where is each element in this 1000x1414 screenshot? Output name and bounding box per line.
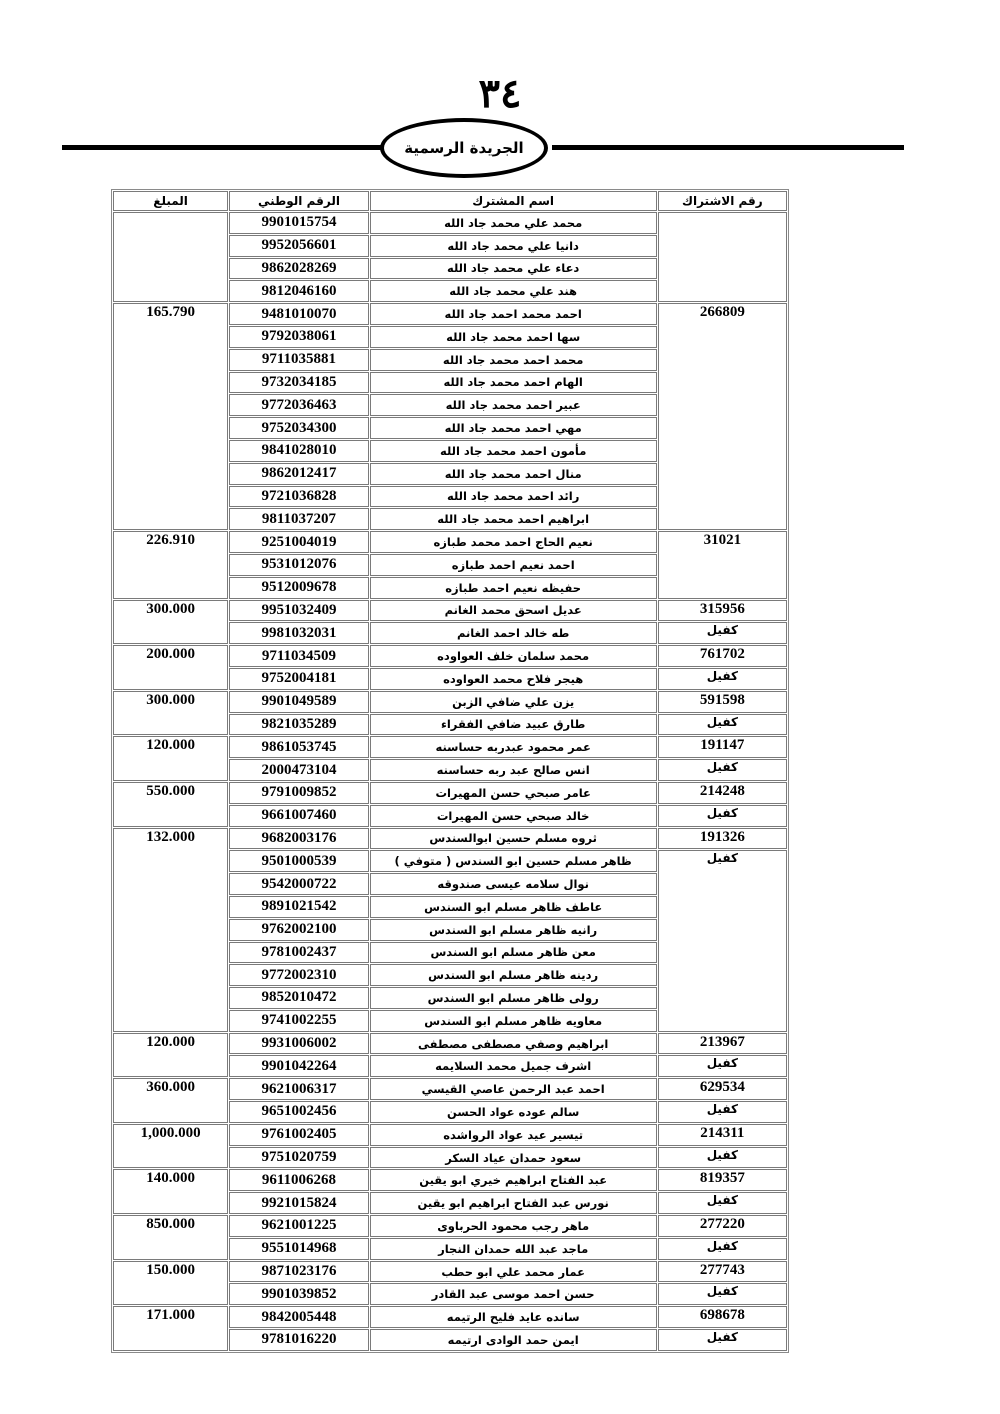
header-rule-left (62, 145, 384, 150)
subscriber-name-cell: عامر صبحي حسن المهيرات (370, 782, 657, 804)
subscriber-name-cell: مأمون احمد محمد جاد الله (370, 440, 657, 462)
subscriber-name-cell: سالم عوده عواد الحسن (370, 1101, 657, 1123)
national-id-cell: 9732034185 (229, 372, 368, 394)
table-row (113, 691, 787, 713)
national-id-cell: 9501000539 (229, 850, 368, 872)
national-id-cell: 9952056601 (229, 235, 368, 257)
table-row (113, 782, 787, 804)
national-id-cell: 9791009852 (229, 782, 368, 804)
subscription-number-cell: 698678 (658, 1306, 787, 1328)
national-id-cell: 9812046160 (229, 280, 368, 302)
subscriber-name-cell: عاطف ظاهر مسلم ابو السندس (370, 896, 657, 918)
gazette-title: الجريدة الرسمية (404, 139, 524, 157)
subscriber-name-cell: اشرف جميل محمد السلايمه (370, 1055, 657, 1077)
subscriber-name-cell: منال احمد محمد جاد الله (370, 463, 657, 485)
national-id-cell: 9891021542 (229, 896, 368, 918)
subscriber-name-cell: رائد احمد محمد جاد الله (370, 486, 657, 508)
header-rule-right (552, 145, 904, 150)
national-id-cell: 9811037207 (229, 508, 368, 530)
guarantor-label-cell: كفيل (658, 714, 787, 736)
table-row (113, 303, 787, 325)
subscriber-name-cell: ماهر رجب محمود الحرباوى (370, 1215, 657, 1237)
subscriber-name-cell: عمر محمود عبدربه حساسنه (370, 736, 657, 758)
table-row (113, 1033, 787, 1055)
subscriber-name-cell: نورس عبد الفتاح ابراهيم ابو يقين (370, 1192, 657, 1214)
national-id-cell: 9651002456 (229, 1101, 368, 1123)
amount-cell: 200.000 (113, 645, 228, 690)
national-id-cell: 9751020759 (229, 1147, 368, 1169)
national-id-cell: 9661007460 (229, 805, 368, 827)
guarantor-label-cell: كفيل (658, 1101, 787, 1123)
national-id-cell: 9781016220 (229, 1329, 368, 1351)
national-id-cell: 9901042264 (229, 1055, 368, 1077)
table-row (113, 212, 787, 234)
amount-cell: 140.000 (113, 1169, 228, 1214)
subscriber-name-cell: دعاء علي محمد جاد الله (370, 258, 657, 280)
subscriber-name-cell: نعيم الحاج احمد محمد طبازه (370, 531, 657, 553)
guarantor-label-cell: كفيل (658, 622, 787, 644)
subscriber-name-cell: محمد سلمان خلف العواوده (370, 645, 657, 667)
national-id-cell: 9741002255 (229, 1010, 368, 1032)
guarantor-label-cell: كفيل (658, 1147, 787, 1169)
national-id-cell: 9931006002 (229, 1033, 368, 1055)
guarantor-label-cell: كفيل (658, 759, 787, 781)
subscriber-name-cell: ثروه مسلم حسين ابوالسندس (370, 828, 657, 850)
subscriber-name-cell: معاويه ظاهر مسلم ابو السندس (370, 1010, 657, 1032)
table-row (113, 828, 787, 850)
national-id-cell: 9921015824 (229, 1192, 368, 1214)
national-id-cell: 9981032031 (229, 622, 368, 644)
subscription-number-cell: 277743 (658, 1261, 787, 1283)
subscription-number-cell: 277220 (658, 1215, 787, 1237)
subscriber-name-cell: احمد عبد الرحمن عاصي القيسي (370, 1078, 657, 1100)
national-id-cell: 9792038061 (229, 326, 368, 348)
national-id-cell: 9861053745 (229, 736, 368, 758)
subscription-number-cell (658, 212, 787, 302)
amount-cell: 171.000 (113, 1306, 228, 1351)
guarantor-label-cell: كفيل (658, 1283, 787, 1305)
subscription-number-cell: 266809 (658, 303, 787, 530)
table-row (113, 645, 787, 667)
subscription-number-cell: 315956 (658, 600, 787, 622)
subscription-number-cell: 191326 (658, 828, 787, 850)
guarantor-label-cell: كفيل (658, 668, 787, 690)
table-row (113, 531, 787, 553)
subscriber-name-cell: خالد صبحي حسن المهيرات (370, 805, 657, 827)
gazette-title-oval (380, 118, 548, 178)
column-header-name: اسم المشترك (370, 191, 657, 211)
subscriber-name-cell: دانيا علي محمد جاد الله (370, 235, 657, 257)
subscription-number-cell: 191147 (658, 736, 787, 758)
table-row (113, 1124, 787, 1146)
subscriber-name-cell: ردينه ظاهر مسلم ابو السندس (370, 964, 657, 986)
amount-cell: 300.000 (113, 691, 228, 736)
amount-cell: 132.000 (113, 828, 228, 1032)
subscriber-name-cell: ابراهيم وصفي مصطفى مصطفى (370, 1033, 657, 1055)
amount-cell: 150.000 (113, 1261, 228, 1306)
subscriber-name-cell: مهي احمد محمد جاد الله (370, 417, 657, 439)
national-id-cell: 9621001225 (229, 1215, 368, 1237)
subscriber-name-cell: ايمن حمد الوادى ارتيمه (370, 1329, 657, 1351)
national-id-cell: 9711034509 (229, 645, 368, 667)
table-row (113, 1215, 787, 1237)
subscriber-name-cell: الهام احمد محمد جاد الله (370, 372, 657, 394)
subscriber-name-cell: طه خالد احمد الغانم (370, 622, 657, 644)
national-id-cell: 9481010070 (229, 303, 368, 325)
column-header-amount: المبلغ (113, 191, 228, 211)
amount-cell (113, 212, 228, 302)
table-row (113, 1078, 787, 1100)
subscriber-name-cell: عبير احمد محمد جاد الله (370, 394, 657, 416)
national-id-cell: 9871023176 (229, 1261, 368, 1283)
subscriber-name-cell: رانيه ظاهر مسلم ابو السندس (370, 919, 657, 941)
table-body (113, 212, 787, 1351)
subscription-number-cell: 214311 (658, 1124, 787, 1146)
subscription-number-cell: 761702 (658, 645, 787, 667)
subscriber-name-cell: عبد الفتاح ابراهيم خيري ابو يقين (370, 1169, 657, 1191)
national-id-cell: 9721036828 (229, 486, 368, 508)
guarantor-label-cell: كفيل (658, 805, 787, 827)
guarantor-label-cell: كفيل (658, 1329, 787, 1351)
guarantor-label-cell: كفيل (658, 1055, 787, 1077)
amount-cell: 226.910 (113, 531, 228, 598)
national-id-cell: 9762002100 (229, 919, 368, 941)
national-id-cell: 9951032409 (229, 600, 368, 622)
subscription-number-cell: 591598 (658, 691, 787, 713)
guarantor-label-cell: كفيل (658, 1238, 787, 1260)
amount-cell: 850.000 (113, 1215, 228, 1260)
amount-cell: 120.000 (113, 736, 228, 781)
subscriber-name-cell: يزن علي ضافي الزبن (370, 691, 657, 713)
subscriber-name-cell: طارق عبيد ضافي الفقراء (370, 714, 657, 736)
national-id-cell: 9781002437 (229, 942, 368, 964)
subscription-number-cell: 213967 (658, 1033, 787, 1055)
subscriber-name-cell: هند علي محمد جاد الله (370, 280, 657, 302)
subscribers-table (111, 189, 789, 1353)
national-id-cell: 9772036463 (229, 394, 368, 416)
subscriber-name-cell: تيسير عيد عواد الرواشده (370, 1124, 657, 1146)
table-row (113, 600, 787, 622)
amount-cell: 165.790 (113, 303, 228, 530)
subscriber-name-cell: هيجر فلاح محمد العواوده (370, 668, 657, 690)
national-id-cell: 9841028010 (229, 440, 368, 462)
national-id-cell: 9752004181 (229, 668, 368, 690)
national-id-cell: 9862012417 (229, 463, 368, 485)
subscriber-name-cell: انس صالح عبد ربه حساسنه (370, 759, 657, 781)
subscriber-name-cell: احمد نعيم احمد طبازه (370, 554, 657, 576)
subscriber-name-cell: محمد علي محمد جاد الله (370, 212, 657, 234)
national-id-cell: 9621006317 (229, 1078, 368, 1100)
subscriber-name-cell: سها احمد محمد جاد الله (370, 326, 657, 348)
table-row (113, 1261, 787, 1283)
amount-cell: 1,000.000 (113, 1124, 228, 1169)
national-id-cell: 9842005448 (229, 1306, 368, 1328)
national-id-cell: 9531012076 (229, 554, 368, 576)
national-id-cell: 9821035289 (229, 714, 368, 736)
national-id-cell: 9852010472 (229, 987, 368, 1009)
subscription-number-cell: 214248 (658, 782, 787, 804)
subscriber-name-cell: معن ظاهر مسلم ابو السندس (370, 942, 657, 964)
national-id-cell: 9542000722 (229, 873, 368, 895)
column-header-subscription: رقم الاشتراك (658, 191, 787, 211)
national-id-cell: 9551014968 (229, 1238, 368, 1260)
national-id-cell: 9901049589 (229, 691, 368, 713)
subscriber-name-cell: ظاهر مسلم حسين ابو السندس ( متوفي ) (370, 850, 657, 872)
guarantor-label-cell: كفيل (658, 850, 787, 1031)
national-id-cell: 9761002405 (229, 1124, 368, 1146)
national-id-cell: 9901039852 (229, 1283, 368, 1305)
subscriber-name-cell: احمد محمد احمد جاد الله (370, 303, 657, 325)
subscriber-name-cell: عمار محمد علي ابو حطب (370, 1261, 657, 1283)
subscriber-name-cell: حسن احمد موسى عبد القادر (370, 1283, 657, 1305)
national-id-cell: 9682003176 (229, 828, 368, 850)
subscriber-name-cell: عديل اسحق محمد الغانم (370, 600, 657, 622)
guarantor-label-cell: كفيل (658, 1192, 787, 1214)
column-header-national-id: الرقم الوطني (229, 191, 368, 211)
national-id-cell: 9862028269 (229, 258, 368, 280)
table-row (113, 736, 787, 758)
subscriber-name-cell: ماجد عبد الله حمدان النجار (370, 1238, 657, 1260)
subscription-number-cell: 629534 (658, 1078, 787, 1100)
table-row (113, 1306, 787, 1328)
national-id-cell: 9772002310 (229, 964, 368, 986)
table-row (113, 1169, 787, 1191)
national-id-cell: 9512009678 (229, 577, 368, 599)
amount-cell: 360.000 (113, 1078, 228, 1123)
national-id-cell: 2000473104 (229, 759, 368, 781)
page-number: ٣٤ (478, 70, 522, 117)
subscriber-name-cell: سعود حمدان عياد السكر (370, 1147, 657, 1169)
subscriber-name-cell: رولى ظاهر مسلم ابو السندس (370, 987, 657, 1009)
amount-cell: 300.000 (113, 600, 228, 645)
subscriber-name-cell: سانده عايد فليح الرتيمه (370, 1306, 657, 1328)
national-id-cell: 9251004019 (229, 531, 368, 553)
subscription-number-cell: 819357 (658, 1169, 787, 1191)
subscriber-name-cell: نوال سلامه عيسى صندوقه (370, 873, 657, 895)
national-id-cell: 9611006268 (229, 1169, 368, 1191)
subscriber-name-cell: ابراهيم احمد محمد جاد الله (370, 508, 657, 530)
table-header-row (113, 191, 787, 211)
amount-cell: 550.000 (113, 782, 228, 827)
subscriber-name-cell: محمد احمد محمد جاد الله (370, 349, 657, 371)
national-id-cell: 9711035881 (229, 349, 368, 371)
subscriber-name-cell: حفيظه نعيم احمد طبازه (370, 577, 657, 599)
amount-cell: 120.000 (113, 1033, 228, 1078)
national-id-cell: 9752034300 (229, 417, 368, 439)
subscription-number-cell: 31021 (658, 531, 787, 598)
national-id-cell: 9901015754 (229, 212, 368, 234)
